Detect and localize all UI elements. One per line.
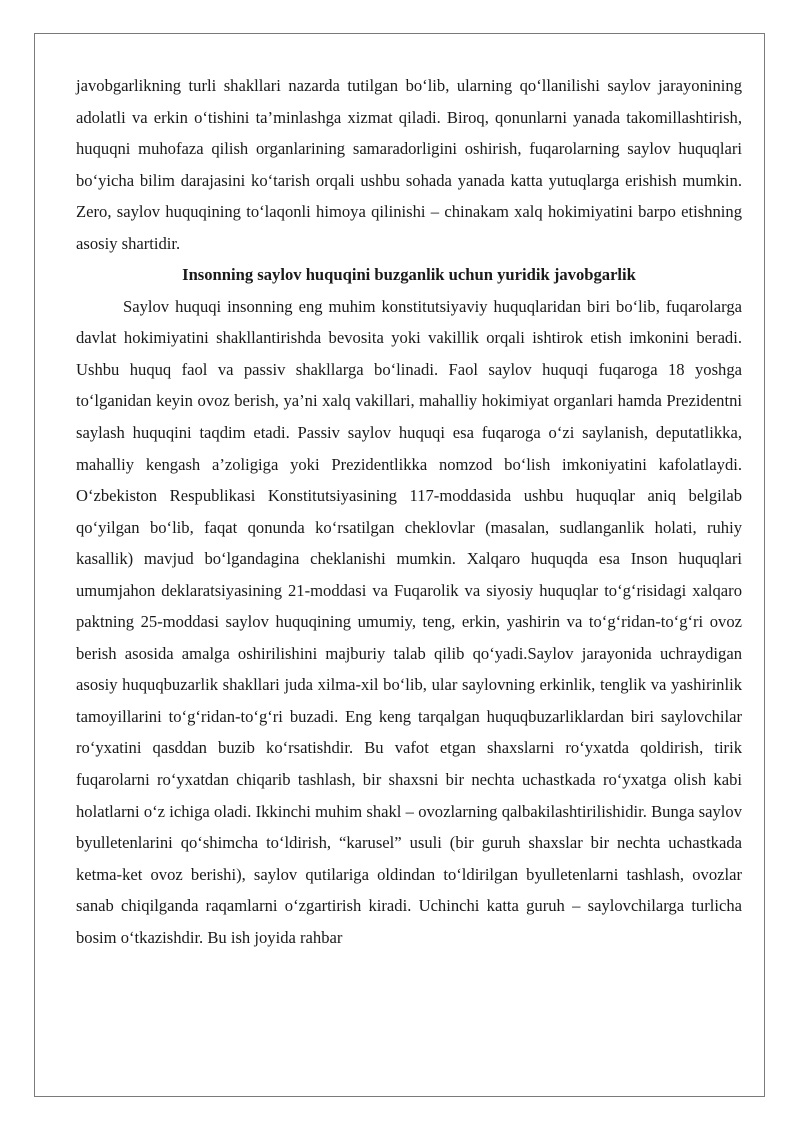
document-body [76, 70, 742, 953]
body-paragraph: Saylov huquqi insonning eng muhim konstitutsiyaviy huquqlaridan biri bo‘lib, fuqarolarga davlat hokimiyatini shakllantirishda bevosita yoki vakillik orqali ishtirok etish imkonini beradi. Ushbu huquq faol va passiv shakllarga bo‘linadi. Faol saylov huquqi fuqaroga 18 yoshga to‘lganidan keyin ovoz berish, ya’ni xalq vakillari, mahalliy hokimiyat organlari hamda Prezidentni saylash huquqini taqdim etadi. Passiv saylov huquqi esa fuqaroga o‘zi saylanish, deputatlikka, mahalliy kengash a’zoligiga yoki Prezidentlikka nomzod bo‘lish imkoniyatini kafolatlaydi. O‘zbekiston Respublikasi Konstitutsiyasining 117-moddasida ushbu huquqlar aniq belgilab qo‘yilgan bo‘lib, faqat qonunda ko‘rsatilgan cheklovlar (masalan, sudlanganlik holati, ruhiy kasallik) mavjud bo‘lgandagina cheklanishi mumkin. Xalqaro huquqda esa Inson huquqlari umumjahon deklaratsiyasining 21-moddasi va Fuqarolik va siyosiy huquqlar to‘g‘risidagi xalqaro paktning 25-moddasi saylov huquqining umumiy, teng, erkin, yashirin va to‘g‘ridan-to‘g‘ri ovoz berish asosida amalga oshirilishini majburiy talab qilib qo‘yadi.Saylov jarayonida uchraydigan asosiy huquqbuzarlik shakllari juda xilma-xil bo‘lib, ular saylovning erkinlik, tenglik va yashirinlik tamoyillarini to‘g‘ridan-to‘g‘ri buzadi. Eng keng tarqalgan huquqbuzarliklardan biri saylovchilar ro‘yxatini qasddan buzib ko‘rsatishdir. Bu vafot etgan shaxslarni ro‘yxatda qoldirish, tirik fuqarolarni ro‘yxatdan chiqarib tashlash, bir shaxsni bir nechta uchastkada ro‘yxatga olish kabi holatlarni o‘z ichiga oladi. Ikkinchi muhim shakl – ovozlarning qalbakilashtirilishidir. Bunga saylov byulletenlarini qo‘shimcha to‘ldirish, “karusel” usuli (bir guruh shaxslar bir nechta uchastkada ketma-ket ovoz berishi), saylov qutilariga oldindan to‘ldirilgan byulletenlarni tashlash, ovozlar sanab chiqilganda raqamlarni o‘zgartirish kiradi. Uchinchi katta guruh – saylovchilarga turlicha bosim o‘tkazishdir. Bu ish joyida rahbar [76, 296, 742, 947]
section-heading: Insonning saylov huquqini buzganlik uchun yuridik javobgarlik [182, 265, 636, 285]
intro-paragraph: javobgarlikning turli shakllari nazarda tutilgan bo‘lib, ularning qo‘llanilishi saylov jarayonining adolatli va erkin o‘tishini ta’minlashga xizmat qiladi. Biroq, qonunlarni yanada takomillashtirish, huquqni muhofaza qilish organlarining samaradorligini oshirish, fuqarolarning saylov huquqlari bo‘yicha bilim darajasini ko‘tarish orqali ushbu sohada yanada katta yutuqlarga erishish mumkin. Zero, saylov huquqining to‘laqonli himoya qilinishi – chinakam xalq hokimiyatini barpo etishning asosiy shartidir. [76, 76, 742, 253]
